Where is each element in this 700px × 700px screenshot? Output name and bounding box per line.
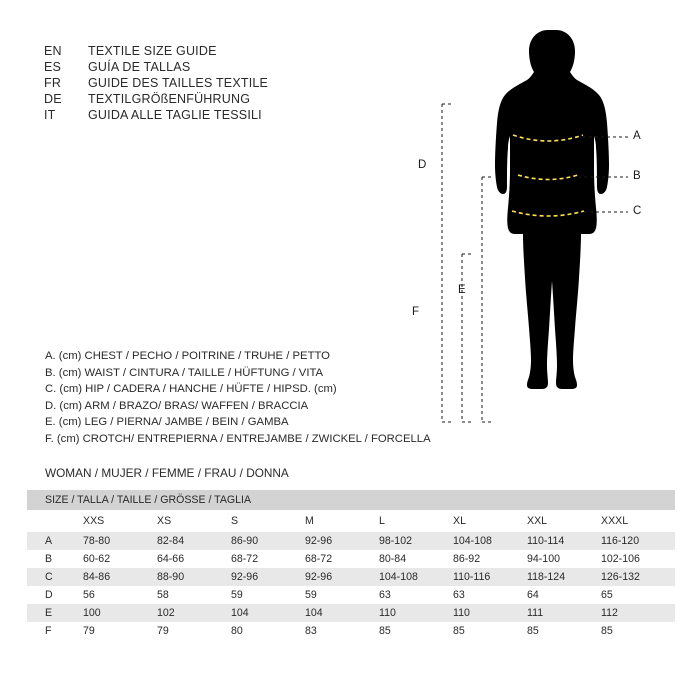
table-caption: WOMAN / MUJER / FEMME / FRAU / DONNA <box>45 466 289 480</box>
title-text-en: TEXTILE SIZE GUIDE <box>88 44 217 58</box>
table-header-row <box>27 490 675 510</box>
cell-d-l: 63 <box>379 589 391 601</box>
cell-c-xxs: 84-86 <box>83 571 111 583</box>
cell-f-m: 83 <box>305 625 317 637</box>
cell-f-xs: 79 <box>157 625 169 637</box>
figure-letter-a: A <box>633 130 641 142</box>
table-row <box>27 622 675 640</box>
figure-letter-d: D <box>418 159 427 171</box>
legend-line-a: A. (cm) CHEST / PECHO / POITRINE / TRUHE / PETTO <box>45 350 330 362</box>
cell-f-s: 80 <box>231 625 243 637</box>
row-label-f: F <box>45 625 52 637</box>
cell-f-xxxl: 85 <box>601 625 613 637</box>
cell-e-s: 104 <box>231 607 249 619</box>
cell-c-xl: 110-116 <box>453 571 491 583</box>
legend-line-b: B. (cm) WAIST / CINTURA / TAILLE / HÜFTUNG / VITA <box>45 366 324 379</box>
cell-c-m: 92-96 <box>305 571 333 583</box>
cell-a-xs: 82-84 <box>157 535 185 547</box>
cell-b-xl: 86-92 <box>453 553 481 565</box>
table-row <box>27 604 675 622</box>
column-header-xs: XS <box>157 515 172 527</box>
cell-e-m: 104 <box>305 607 323 619</box>
cell-f-xl: 85 <box>453 625 465 637</box>
size-table <box>27 490 675 640</box>
legend-line-d: D. (cm) ARM / BRAZO/ BRAS/ WAFFEN / BRACCIA <box>45 399 309 412</box>
cell-a-xxxl: 116-120 <box>601 535 640 547</box>
cell-d-xs: 58 <box>157 589 169 601</box>
column-header-xxl: XXL <box>527 515 548 527</box>
cell-a-m: 92-96 <box>305 535 333 547</box>
legend-line-f: F. (cm) CROTCH/ ENTREPIERNA / ENTREJAMBE / ZWICKEL / FORCELLA <box>45 432 431 445</box>
size-header-label: SIZE / TALLA / TAILLE / GRÖSSE / TAGLIA <box>45 494 252 506</box>
cell-b-xxs: 60-62 <box>83 553 111 565</box>
row-label-a: A <box>45 535 53 547</box>
cell-f-l: 85 <box>379 625 391 637</box>
column-header-xxs: XXS <box>83 515 105 527</box>
cell-f-xxl: 85 <box>527 625 539 637</box>
cell-b-s: 68-72 <box>231 553 259 565</box>
silhouette-shape <box>495 30 609 389</box>
title-text-fr: GUIDE DES TAILLES TEXTILE <box>88 76 269 90</box>
column-header-xxxl: XXXL <box>601 515 629 527</box>
figure-letter-b: B <box>633 170 641 182</box>
cell-e-xxs: 100 <box>83 607 101 619</box>
title-text-de: TEXTILGRÖßENFÜHRUNG <box>88 92 251 106</box>
row-label-b: B <box>45 553 53 565</box>
column-header-l: L <box>379 515 385 527</box>
title-lang-en: EN <box>44 44 62 58</box>
cell-b-m: 68-72 <box>305 553 333 565</box>
cell-d-xxs: 56 <box>83 589 95 601</box>
cell-b-xxl: 94-100 <box>527 553 560 565</box>
title-lang-de: DE <box>44 92 62 106</box>
column-header-m: M <box>305 515 314 527</box>
cell-c-xxxl: 126-132 <box>601 571 640 583</box>
cell-d-s: 59 <box>231 589 243 601</box>
legend-line-e: E. (cm) LEG / PIERNA/ JAMBE / BEIN / GAMBA <box>45 416 289 429</box>
cell-c-l: 104-108 <box>379 571 418 583</box>
cell-e-xxl: 111 <box>527 607 544 619</box>
cell-a-s: 86-90 <box>231 535 259 547</box>
legend-line-c: C. (cm) HIP / CADERA / HANCHE / HÜFTE / HIPSD. (cm) <box>45 383 337 396</box>
title-lang-es: ES <box>44 60 62 74</box>
title-text-es: GUÍA DE TALLAS <box>88 60 191 74</box>
cell-b-l: 80-84 <box>379 553 407 565</box>
title-lang-fr: FR <box>44 76 62 90</box>
cell-d-m: 59 <box>305 589 317 601</box>
cell-e-xxxl: 112 <box>601 607 618 619</box>
cell-b-xs: 64-66 <box>157 553 185 565</box>
row-label-d: D <box>45 589 53 601</box>
table-row <box>27 550 675 568</box>
figure-letter-f: F <box>412 306 420 318</box>
figure-letter-c: C <box>633 205 642 217</box>
cell-a-l: 98-102 <box>379 535 412 547</box>
size-table-container <box>27 490 675 640</box>
cell-d-xl: 63 <box>453 589 465 601</box>
cell-d-xxxl: 65 <box>601 589 613 601</box>
cell-c-xs: 88-90 <box>157 571 185 583</box>
table-row <box>27 586 675 604</box>
cell-a-xxl: 110-114 <box>527 535 565 547</box>
cell-e-xs: 102 <box>157 607 175 619</box>
cell-c-xxl: 118-124 <box>527 571 566 583</box>
row-label-e: E <box>45 607 53 619</box>
table-columns-row <box>27 510 675 532</box>
cell-e-xl: 110 <box>453 607 470 619</box>
title-text-it: GUIDA ALLE TAGLIE TESSILI <box>88 108 262 122</box>
table-row <box>27 532 675 550</box>
cell-b-xxxl: 102-106 <box>601 553 640 565</box>
bracket-e <box>482 177 492 422</box>
cell-e-l: 110 <box>379 607 396 619</box>
cell-d-xxl: 64 <box>527 589 539 601</box>
column-header-xl: XL <box>453 515 466 527</box>
column-corner <box>27 510 83 532</box>
row-label-c: C <box>45 571 53 583</box>
measurement-legend <box>45 348 475 448</box>
column-header-s: S <box>231 515 239 527</box>
cell-a-xxs: 78-80 <box>83 535 111 547</box>
figure-letter-e: E <box>458 284 466 296</box>
cell-c-s: 92-96 <box>231 571 259 583</box>
table-row <box>27 568 675 586</box>
title-lang-it: IT <box>44 108 56 122</box>
cell-a-xl: 104-108 <box>453 535 492 547</box>
cell-f-xxs: 79 <box>83 625 95 637</box>
